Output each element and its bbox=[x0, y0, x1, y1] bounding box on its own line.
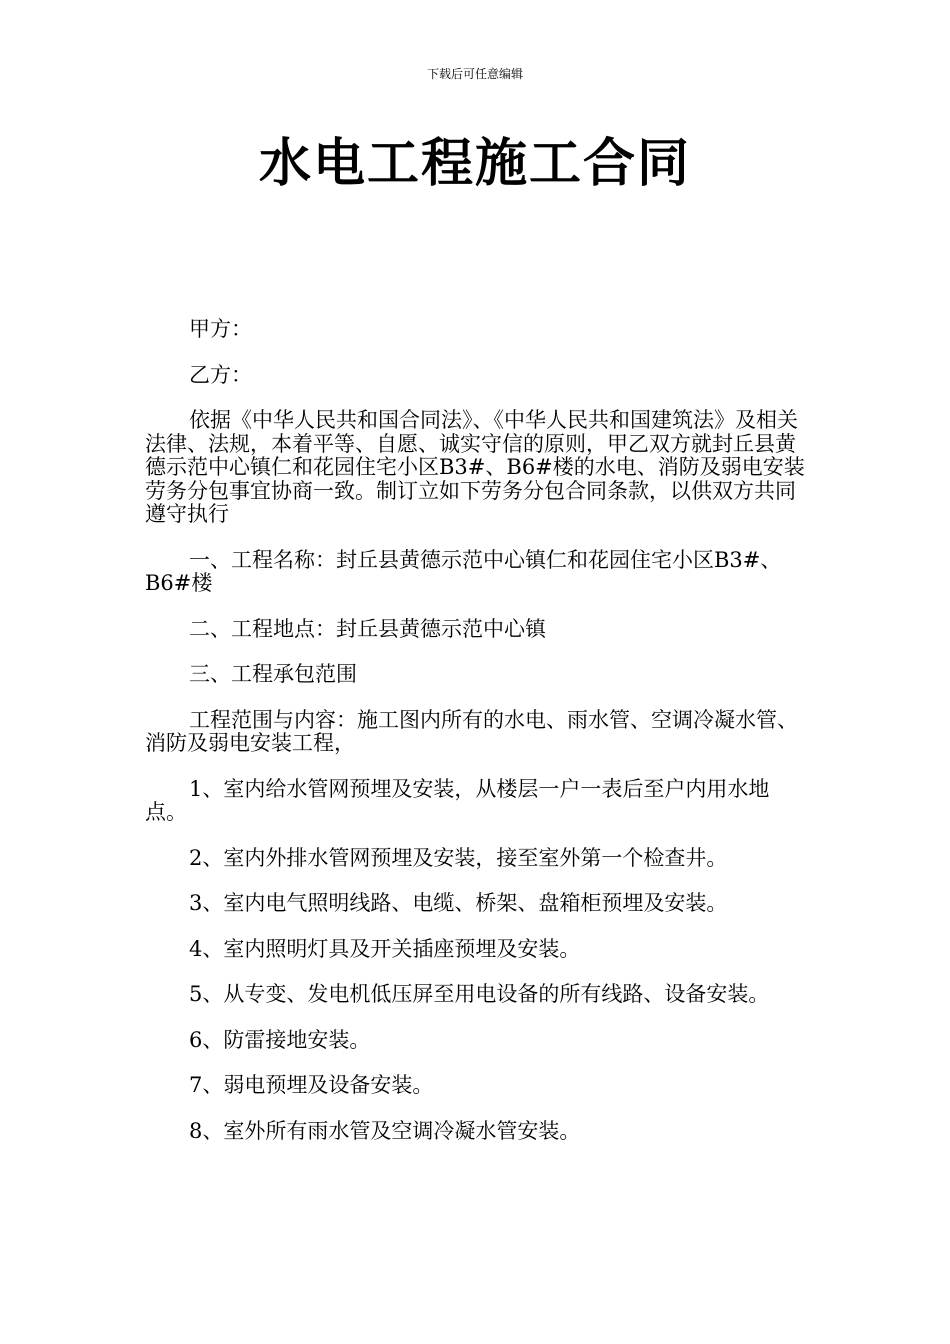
scope-item-7: 7、弱电预埋及设备安装。 bbox=[189, 1073, 434, 1097]
scope-item-5: 5、从专变、发电机低压屏至用电设备的所有线路、设备安装。 bbox=[189, 982, 770, 1006]
party-b-line: 乙方： bbox=[189, 362, 252, 387]
document-body bbox=[145, 318, 807, 1165]
document-title: 水电工程施工合同 bbox=[258, 133, 691, 194]
scope-item-8: 8、室外所有雨水管及空调冷凝水管安装。 bbox=[189, 1118, 581, 1143]
scope-content-paragraph: 工程范围与内容：施工图内所有的水电、雨水管、空调冷凝水管、消防及弱电安装工程， bbox=[145, 707, 798, 755]
scope-item-2: 2、室内外排水管网预埋及安装，接至室外第一个检查井。 bbox=[189, 845, 728, 870]
scope-item-4: 4、室内照明灯具及开关插座预埋及安装。 bbox=[189, 936, 581, 961]
preamble-paragraph: 依据《中华人民共和国合同法》、《中华人民共和国建筑法》及相关法律、法规，本着平等、自愿、诚实守信的原则，甲乙双方就封丘县黄德示范中心镇仁和花园住宅小区B3#、B6#楼的水电、消防及弱电安装劳务分包事宜协商一致。制订立如下劳务分包合同条款，以供双方共同遵守执行 bbox=[145, 408, 805, 526]
scope-heading: 三、工程承包范围 bbox=[189, 662, 357, 686]
project-name-paragraph: 一、工程名称：封丘县黄德示范中心镇仁和花园住宅小区B3#、B6#楼 bbox=[145, 547, 782, 595]
scope-item-6: 6、防雷接地安装。 bbox=[189, 1027, 371, 1052]
scope-item-3: 3、室内电气照明线路、电缆、桥架、盘箱柜预埋及安装。 bbox=[189, 891, 728, 915]
scope-item-1: 1、室内给水管网预埋及安装，从楼层一户一表后至户内用水地点。 bbox=[145, 776, 770, 824]
party-a-line: 甲方： bbox=[189, 317, 252, 341]
project-location-paragraph: 二、工程地点：封丘县黄德示范中心镇 bbox=[189, 616, 546, 641]
header-note: 下载后可任意编辑 bbox=[426, 67, 523, 81]
